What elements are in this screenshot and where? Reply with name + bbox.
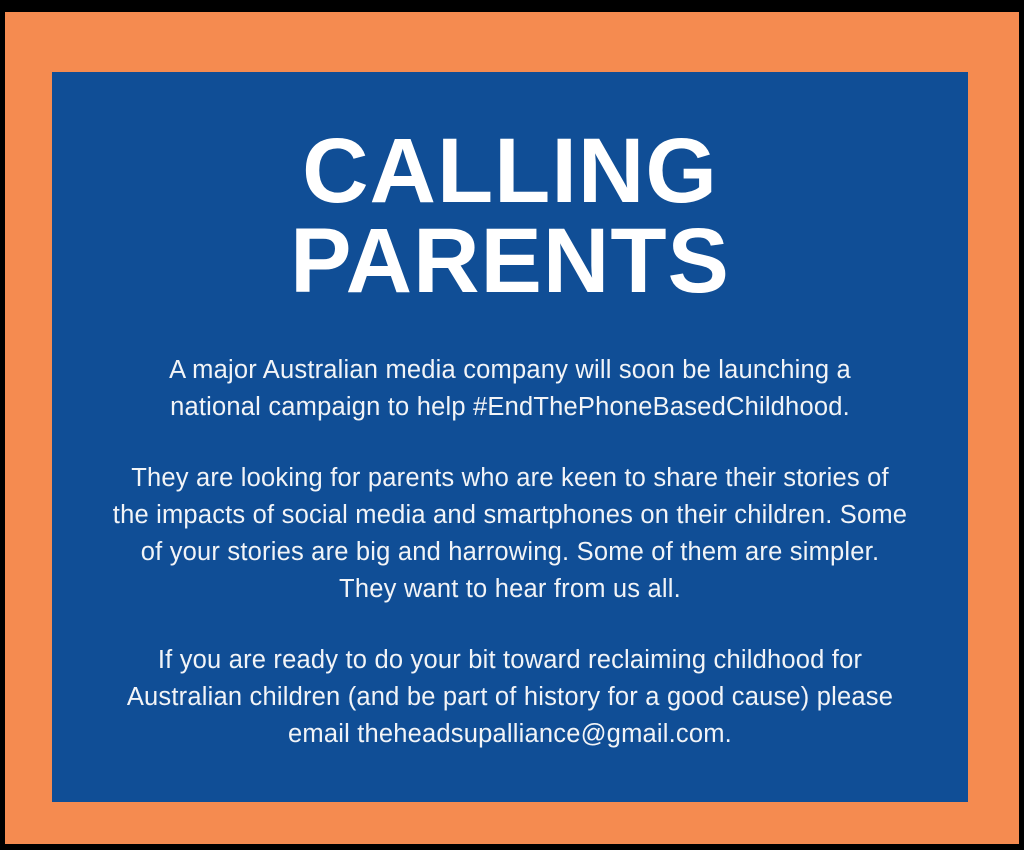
headline-line-2: PARENTS <box>290 210 730 313</box>
poster-card <box>52 72 968 802</box>
page-title <box>108 118 912 313</box>
paragraph-contact: If you are ready to do your bit toward reclaiming childhood for Australian children (and be part of history for a good cause) please email theheadsupalliance@gmail.com. <box>126 646 894 749</box>
letterbox-bottom <box>0 844 1024 850</box>
paragraph-campaign: A major Australian media company will soon be launching a national campaign to help #EndThePhoneBasedChildhood. <box>169 356 851 422</box>
letterbox-top <box>0 0 1024 12</box>
poster-body <box>108 352 912 753</box>
headline-line-1: CALLING <box>302 120 718 222</box>
letterbox-left <box>0 0 5 850</box>
letterbox-right <box>1019 0 1024 850</box>
paragraph-call-for-stories: They are looking for parents who are keen to share their stories of the impacts of social media and smartphones on their children. Some of your stories are big and harrowing. Some of them are simpler. They want to hear from us all. <box>112 464 908 604</box>
